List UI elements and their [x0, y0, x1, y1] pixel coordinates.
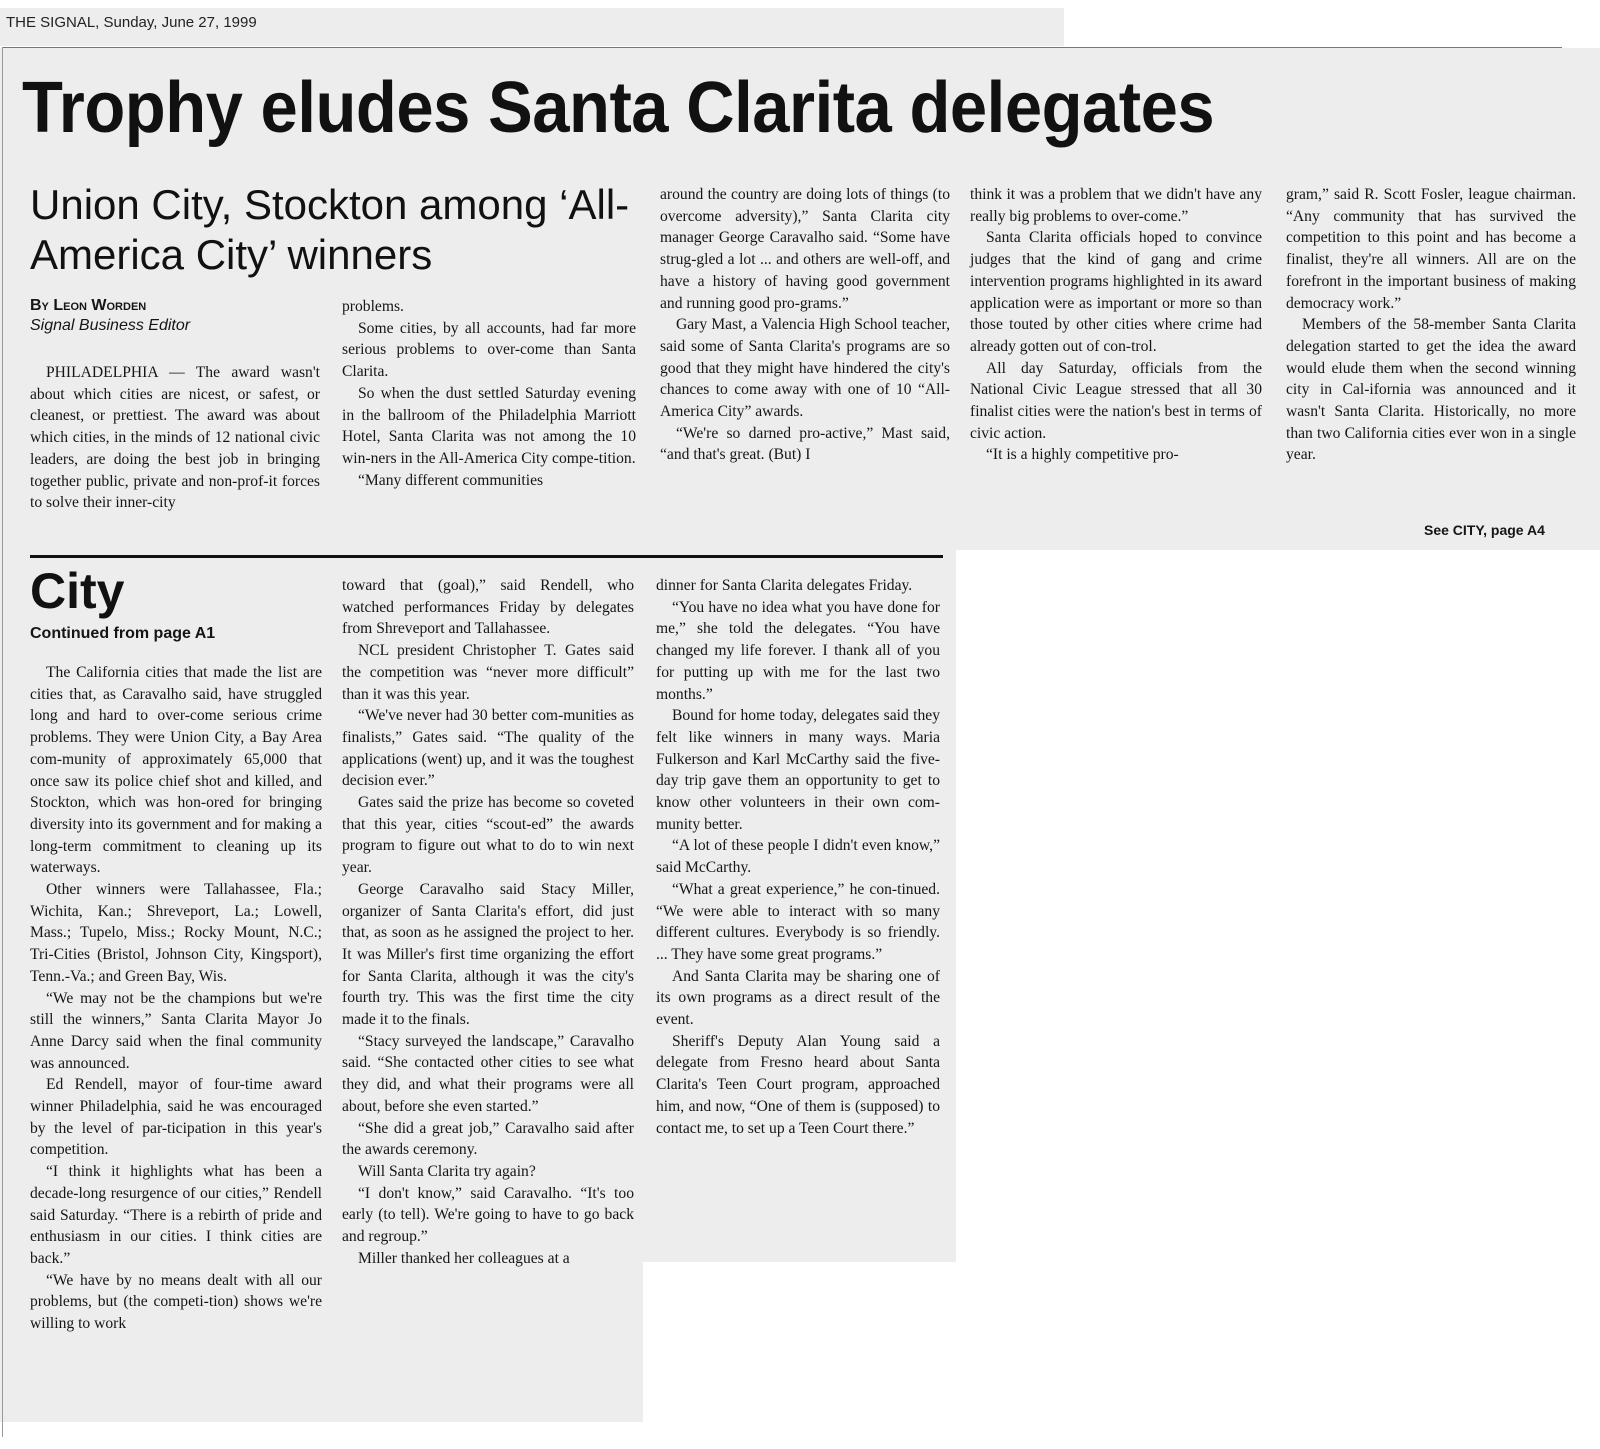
paragraph: Miller thanked her colleagues at a [358, 1249, 570, 1267]
jump-headline: City [30, 563, 125, 619]
paragraph: think it was a problem that we didn't have any really big problems to over-come.” [970, 186, 1262, 225]
left-rule [2, 47, 3, 1437]
paragraph: Some cities, by all accounts, had far more serious problems to over-come than Santa Clarita. [342, 319, 636, 381]
paragraph: Gary Mast, a Valencia High School teacher, said some of Santa Clarita's programs are so good that they might have hindered the city's chances to come away with one of 10 “All-America City” awards. [660, 316, 950, 421]
article-column-1 [30, 362, 320, 514]
byline [30, 296, 190, 336]
paragraph: “We've never had 30 better com-munities as finalists,” Gates said. “The quality of the applications (went) up, and it was the toughest decision ever.” [342, 707, 634, 790]
paragraph: “Stacy surveyed the landscape,” Caravalho said. “She contacted other cities to see what they did, and what their programs were all about, before she even started.” [342, 1032, 634, 1115]
byline-role: Signal Business Editor [30, 317, 191, 334]
paragraph: The California cities that made the list are cities that, as Caravalho said, have struggled long and hard to over-come serious crime problems. They were Union City, a Bay Area com-munity of approximately 65,000 that once saw its police chief shot and killed, and Stockton, which was hon-ored for bringing diversity into its government and for making a long-term commitment to cleaning up its waterways. [30, 664, 322, 877]
dateline: THE SIGNAL, Sunday, June 27, 1999 [6, 14, 257, 31]
paragraph: Members of the 58-member Santa Clarita delegation started to get the idea the award would elude them when the second winning city in Cal-ifornia was announced and it wasn't Santa Clarita. Historically, no more than two California cities ever won in a single year. [1286, 316, 1576, 464]
headline: Trophy eludes Santa Clarita delegates [22, 68, 1215, 148]
paragraph: Other winners were Tallahassee, Fla.; Wichita, Kan.; Shreveport, La.; Lowell, Mass.; Tupelo, Miss.; Rocky Mount, N.C.; Tri-Cities (Bristol, Johnson City, Kingsport), Tenn.-Va.; and Green Bay, Wis. [30, 881, 322, 985]
paragraph: Will Santa Clarita try again? [358, 1162, 536, 1180]
paragraph: Bound for home today, delegates said they felt like winners in many ways. Maria Fulkerson and Karl McCarthy said the five-day trip gave them an opportunity to get to know other volunteers in their own com-munity better. [656, 707, 940, 833]
paragraph: toward that (goal),” said Rendell, who watched performances Friday by delegates from Shreveport and Tallahassee. [342, 577, 634, 638]
article-column-5 [1286, 184, 1576, 466]
paragraph: problems. [342, 298, 404, 315]
paragraph: “It is a highly competitive pro- [986, 446, 1179, 464]
paragraph: George Caravalho said Stacy Miller, organizer of Santa Clarita's effort, did just that, as soon as he assigned the project to her. It was Miller's first time organizing the effort for Santa Clarita, although it was the city's fourth try. This was the first time the city made it to the finals. [342, 880, 634, 1029]
paragraph: “We're so darned pro-active,” Mast said, “and that's great. (But) I [660, 424, 950, 464]
top-rule [2, 47, 1562, 48]
continuation-column-3 [656, 575, 940, 1139]
subheadline: Union City, Stockton among ‘All-America City’ winners [30, 181, 630, 278]
paragraph: “We have by no means dealt with all our problems, but (the competi-tion) shows we're willing to work [30, 1271, 322, 1333]
continued-from-label: Continued from page A1 [30, 625, 216, 642]
paragraph: NCL president Christopher T. Gates said the competition was “never more difficult” than it was this year. [342, 642, 634, 703]
paragraph: And Santa Clarita may be sharing one of its own programs as a direct result of the event. [656, 967, 940, 1029]
paragraph: “Many different communities [358, 471, 544, 489]
paragraph: “I don't know,” said Caravalho. “It's too early (to tell). We're going to have to go back and regroup.” [342, 1184, 634, 1246]
paragraph: “A lot of these people I didn't even know,” said McCarthy. [656, 837, 940, 877]
paragraph: So when the dust settled Saturday evening in the ballroom of the Philadelphia Marriott Hotel, Santa Clarita was not among the 10 win-ners in the All-America City compe-tition. [342, 384, 636, 467]
article-column-3 [660, 184, 950, 466]
paragraph: “What a great experience,” he con-tinued. “We were able to interact with so many different cultures. Everybody is so friendly. ... They have some great programs.” [656, 880, 940, 963]
continuation-column-2 [342, 575, 634, 1270]
paragraph: dinner for Santa Clarita delegates Friday. [656, 577, 913, 594]
paragraph: Sheriff's Deputy Alan Young said a delegate from Fresno heard about Santa Clarita's Teen Court program, approached him, and now, “One of them is (supposed) to contact me, to set up a Teen Court there.” [656, 1032, 940, 1137]
byline-name: By Leon Worden [30, 297, 147, 314]
paragraph: gram,” said R. Scott Fosler, league chairman. “Any community that has survived the competition to this point and has become a finalist, they're all winners. All are on the forefront in the important business of making democracy work.” [1286, 186, 1576, 312]
paragraph: around the country are doing lots of things (to overcome adversity),” Santa Clarita city manager George Caravalho said. “Some have strug-gled a lot ... and others are well-off, and have a history of having good government and running good pro-grams.” [660, 186, 950, 312]
paragraph: “She did a great job,” Caravalho said after the awards ceremony. [342, 1119, 634, 1159]
continuation-column-1 [30, 662, 322, 1335]
jump-reference: See CITY, page A4 [1424, 522, 1545, 538]
paragraph: “We may not be the champions but we're still the winners,” Santa Clarita Mayor Jo Anne Darcy said when the final community was announced. [30, 989, 322, 1072]
article-column-4 [970, 184, 1262, 466]
paragraph: “I think it highlights what has been a decade-long resurgence of our cities,” Rendell said Saturday. “There is a rebirth of pride and enthusiasm in our cities. I think cities are back.” [30, 1163, 322, 1267]
article-column-2 [342, 296, 636, 491]
paragraph: PHILADELPHIA — The award wasn't about which cities are nicest, or safest, or cleanest, or prettiest. The award was about which cities, in the minds of 12 national civic leaders, are doing the best job in bringing together public, private and non-prof-it forces to solve their inner-city [30, 364, 320, 512]
paragraph: Santa Clarita officials hoped to convince judges that the kind of gang and crime intervention programs highlighted in its award application were as important or more so than those touted by other cities where crime had already gotten out of con-trol. [970, 229, 1262, 355]
paragraph: Ed Rendell, mayor of four-time award winner Philadelphia, said he was encouraged by the level of par-ticipation in this year's competition. [30, 1076, 322, 1159]
section-divider [30, 555, 943, 558]
paragraph: All day Saturday, officials from the National Civic League stressed that all 30 finalist cities were the nation's best in terms of civic action. [970, 359, 1262, 442]
paragraph: “You have no idea what you have done for me,” she told the delegates. “You have changed my life forever. I thank all of you for putting up with me for the last two months.” [656, 598, 940, 703]
paragraph: Gates said the prize has become so coveted that this year, cities “scout-ed” the awards program to figure out what to do to win next year. [342, 794, 634, 877]
